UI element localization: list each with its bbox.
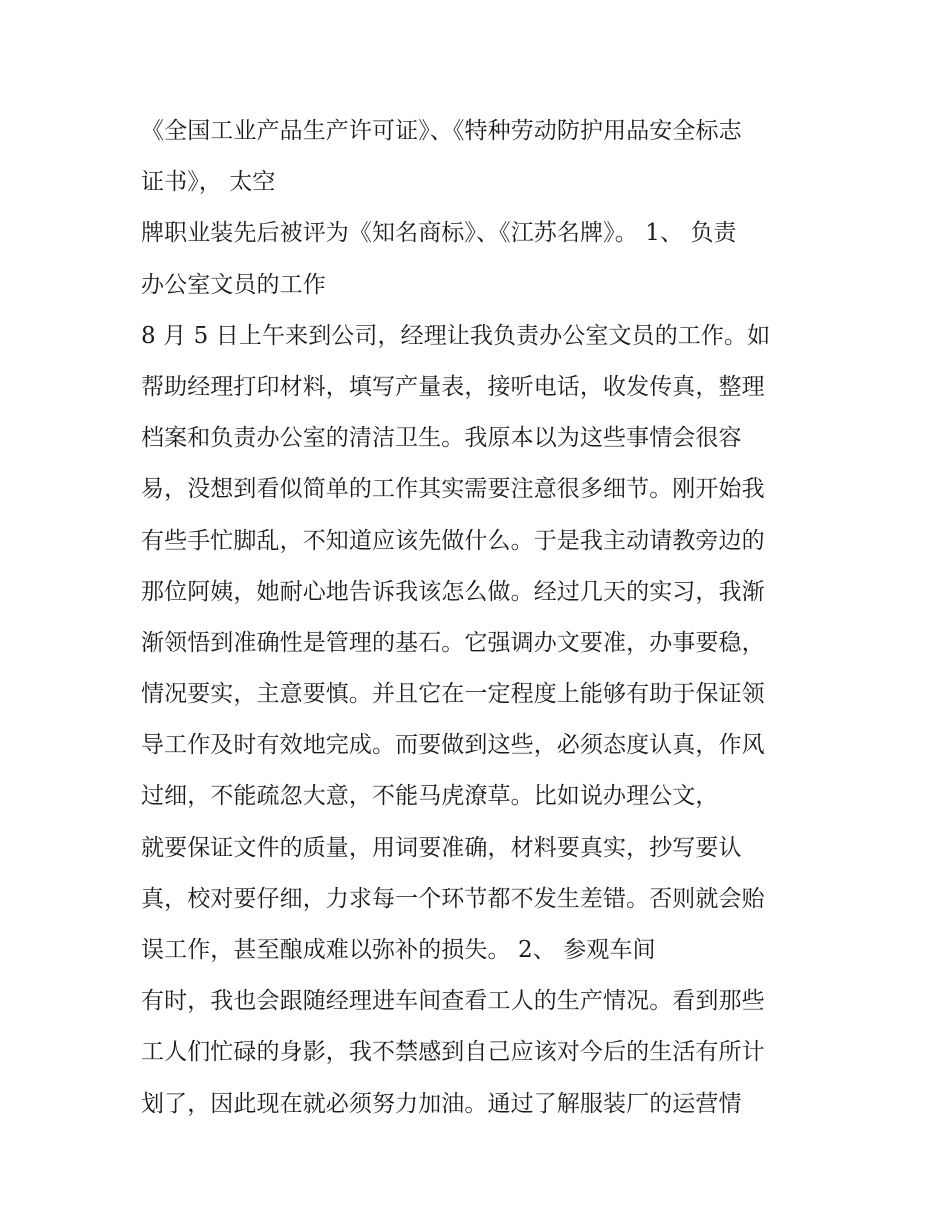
text-line: 有些手忙脚乱，不知道应该先做什么。于是我主动请教旁边的 bbox=[141, 527, 765, 554]
text-line: 划了，因此现在就必须努力加油。通过了解服装厂的运营情 bbox=[141, 1090, 742, 1117]
text-line: 《全国工业产品生产许可证》、《特种劳动防护用品安全标志 bbox=[141, 118, 742, 144]
text-line: 渐领悟到准确性是管理的基石。它强调办文要准，办事要稳， bbox=[141, 629, 765, 656]
text-line: 工人们忙碌的身影，我不禁感到自己应该对今后的生活有所计 bbox=[141, 1039, 765, 1066]
text-line: 档案和负责办公室的清洁卫生。我原本以为这些事情会很容 bbox=[141, 425, 742, 452]
text-line: 8 月 5 日上午来到公司，经理让我负责办公室文员的工作。如 bbox=[141, 322, 771, 349]
text-line: 易，没想到看似简单的工作其实需要注意很多细节。刚开始我 bbox=[141, 476, 765, 503]
text-line: 误工作，甚至酿成难以弥补的损失。 2、 参观车间 bbox=[141, 937, 656, 963]
body-text bbox=[141, 108, 821, 1132]
text-line: 牌职业装先后被评为《知名商标》、《江苏名牌》。 1、 负责 bbox=[141, 220, 737, 247]
text-line: 那位阿姨，她耐心地告诉我该怎么做。经过几天的实习，我渐 bbox=[141, 578, 765, 605]
text-line: 有时，我也会跟随经理进车间查看工人的生产情况。看到那些 bbox=[141, 988, 765, 1015]
text-line: 办公室文员的工作 bbox=[141, 271, 326, 298]
text-line: 就要保证文件的质量，用词要准确，材料要真实，抄写要认 bbox=[141, 834, 742, 861]
text-line: 证书》， 太空 bbox=[141, 169, 276, 196]
text-line: 真，校对要仔细，力求每一个环节都不发生差错。否则就会贻 bbox=[141, 885, 765, 912]
text-line: 帮助经理打印材料，填写产量表，接听电话，收发传真，整理 bbox=[141, 373, 765, 400]
text-line: 导工作及时有效地完成。而要做到这些，必须态度认真，作风 bbox=[141, 732, 765, 759]
text-line: 过细，不能疏忽大意，不能马虎潦草。比如说办理公文， bbox=[141, 783, 719, 810]
text-line: 情况要实，主意要慎。并且它在一定程度上能够有助于保证领 bbox=[141, 681, 765, 708]
